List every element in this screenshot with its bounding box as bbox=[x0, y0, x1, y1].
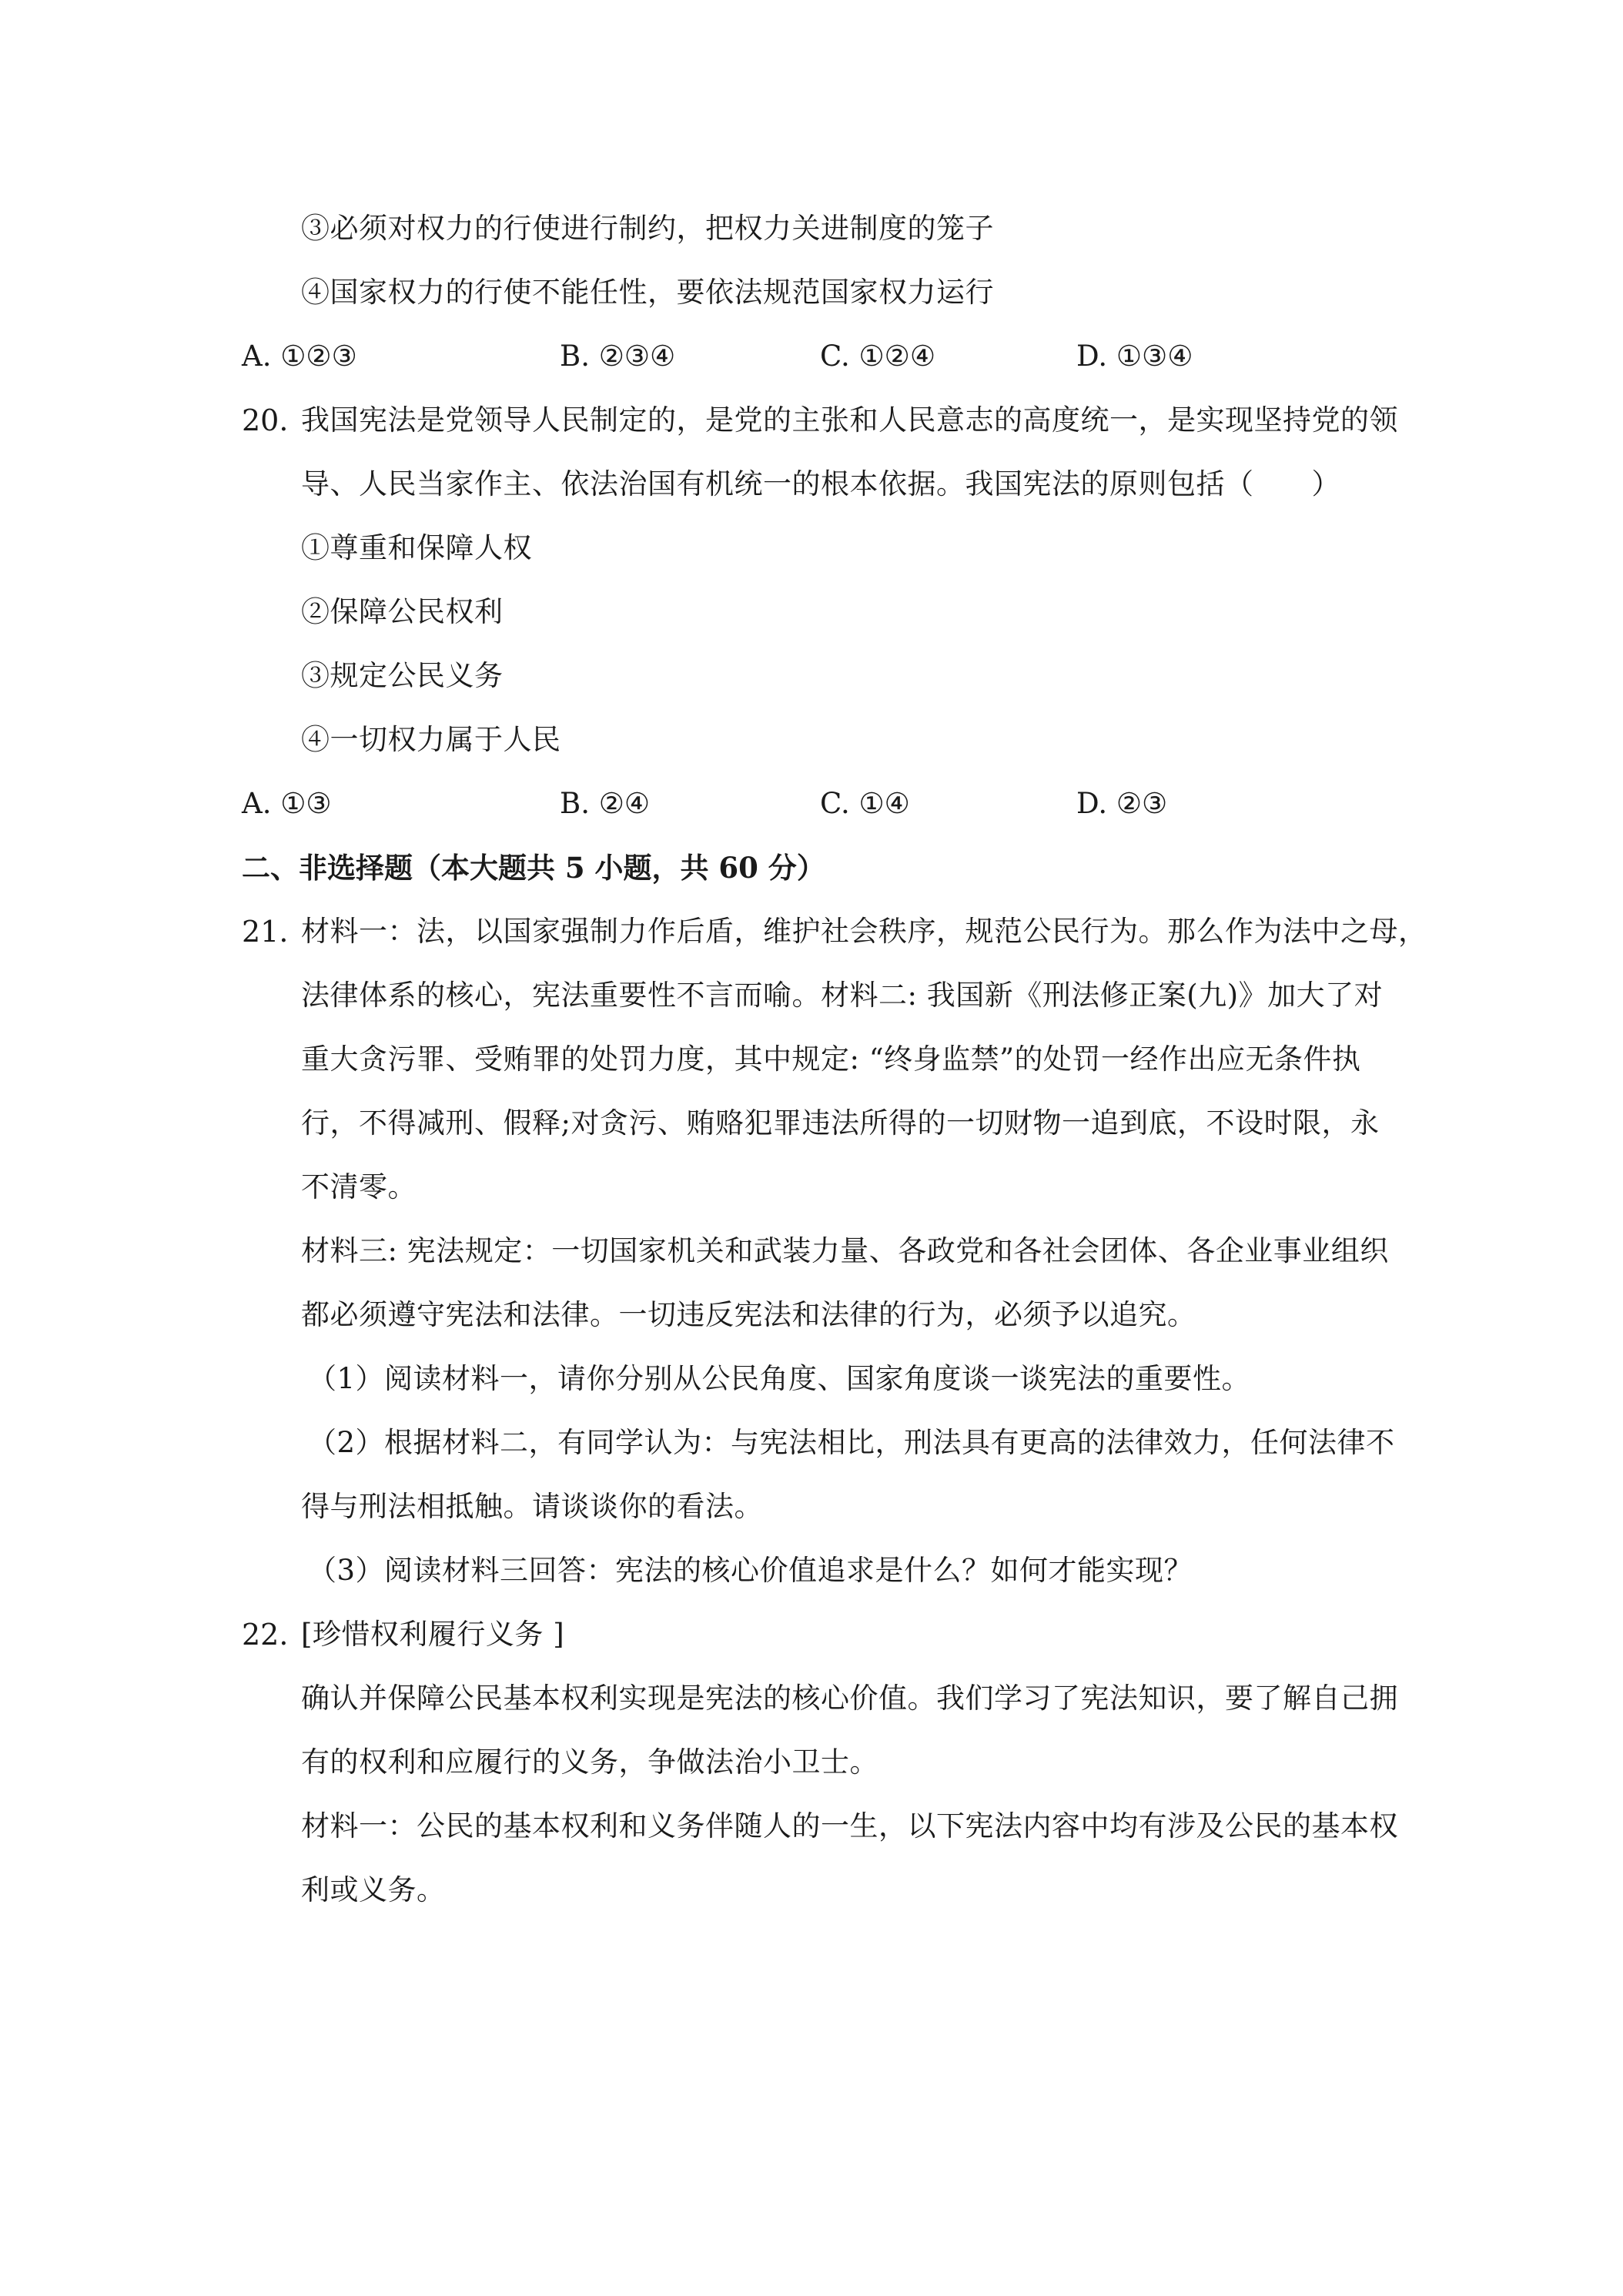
q19-option-a: A. ①②③ bbox=[242, 340, 357, 373]
q21-question-3: （3）阅读材料三回答：宪法的核心价值追求是什么？如何才能实现？ bbox=[308, 1554, 1193, 1587]
q20-option-d: D. ②③ bbox=[1076, 787, 1168, 820]
section-heading: 二、非选择题（本大题共 5 小题，共 60 分） bbox=[242, 851, 825, 885]
q22-title: [珍惜权利履行义务 ] bbox=[301, 1618, 565, 1651]
q22-line-1: 确认并保障公民基本权利实现是宪法的核心价值。我们学习了宪法知识，要了解自己拥 bbox=[301, 1682, 1398, 1715]
q21-material-line-4: 行，不得减刑、假释;对贪污、贿赂犯罪违法所得的一切财物一追到底，不设时限，永 bbox=[301, 1106, 1380, 1140]
q20-option-c: C. ①④ bbox=[820, 787, 910, 820]
q21-question-2-cont: 得与刑法相抵触。请谈谈你的看法。 bbox=[301, 1490, 763, 1523]
q21-material-line-5: 不清零。 bbox=[301, 1170, 417, 1203]
q19-option-c: C. ①②④ bbox=[820, 340, 936, 373]
q22-number: 22. bbox=[242, 1618, 289, 1652]
q21-material-line-6: 材料三: 宪法规定：一切国家机关和武装力量、各政党和各社会团体、各企业事业组织 bbox=[301, 1234, 1389, 1267]
q19-item-4: ④国家权力的行使不能任性，要依法规范国家权力运行 bbox=[301, 276, 994, 309]
q21-material-line-3: 重大贪污罪、受贿罪的处罚力度，其中规定: “终身监禁”的处罚一经作出应无条件执 bbox=[301, 1043, 1361, 1076]
q19-option-d: D. ①③④ bbox=[1076, 340, 1193, 373]
q20-item-3: ③规定公民义务 bbox=[301, 659, 504, 692]
q20-stem-line-1: 我国宪法是党领导人民制定的，是党的主张和人民意志的高度统一，是实现坚持党的领 bbox=[301, 403, 1398, 437]
q20-item-1: ①尊重和保障人权 bbox=[301, 531, 532, 564]
q22-line-4: 利或义务。 bbox=[301, 1873, 446, 1906]
q22-line-3: 材料一：公民的基本权利和义务伴随人的一生，以下宪法内容中均有涉及公民的基本权 bbox=[301, 1809, 1398, 1842]
q21-material-line-2: 法律体系的核心，宪法重要性不言而喻。材料二: 我国新《刑法修正案(九)》加大了对 bbox=[301, 979, 1384, 1012]
q20-item-2: ②保障公民权利 bbox=[301, 595, 504, 628]
q20-number: 20. bbox=[242, 403, 289, 437]
q21-number: 21. bbox=[242, 915, 289, 949]
q20-item-4: ④一切权力属于人民 bbox=[301, 723, 561, 756]
q19-item-3: ③必须对权力的行使进行制约，把权力关进制度的笼子 bbox=[301, 212, 994, 245]
q21-material-line-7: 都必须遵守宪法和法律。一切违反宪法和法律的行为，必须予以追究。 bbox=[301, 1298, 1196, 1331]
q21-question-2: （2）根据材料二，有同学认为：与宪法相比，刑法具有更高的法律效力，任何法律不 bbox=[308, 1426, 1395, 1459]
q20-option-a: A. ①③ bbox=[242, 787, 332, 820]
q20-stem-line-2: 导、人民当家作主、依法治国有机统一的根本依据。我国宪法的原则包括（ ） bbox=[301, 467, 1340, 500]
q21-material-line-1: 材料一：法，以国家强制力作后盾，维护社会秩序，规范公民行为。那么作为法中之母， bbox=[301, 915, 1427, 948]
q20-option-b: B. ②④ bbox=[560, 787, 651, 820]
q19-option-b: B. ②③④ bbox=[560, 340, 676, 373]
q22-line-2: 有的权利和应履行的义务，争做法治小卫士。 bbox=[301, 1745, 878, 1779]
q21-question-1: （1）阅读材料一，请你分别从公民角度、国家角度谈一谈宪法的重要性。 bbox=[308, 1362, 1251, 1395]
